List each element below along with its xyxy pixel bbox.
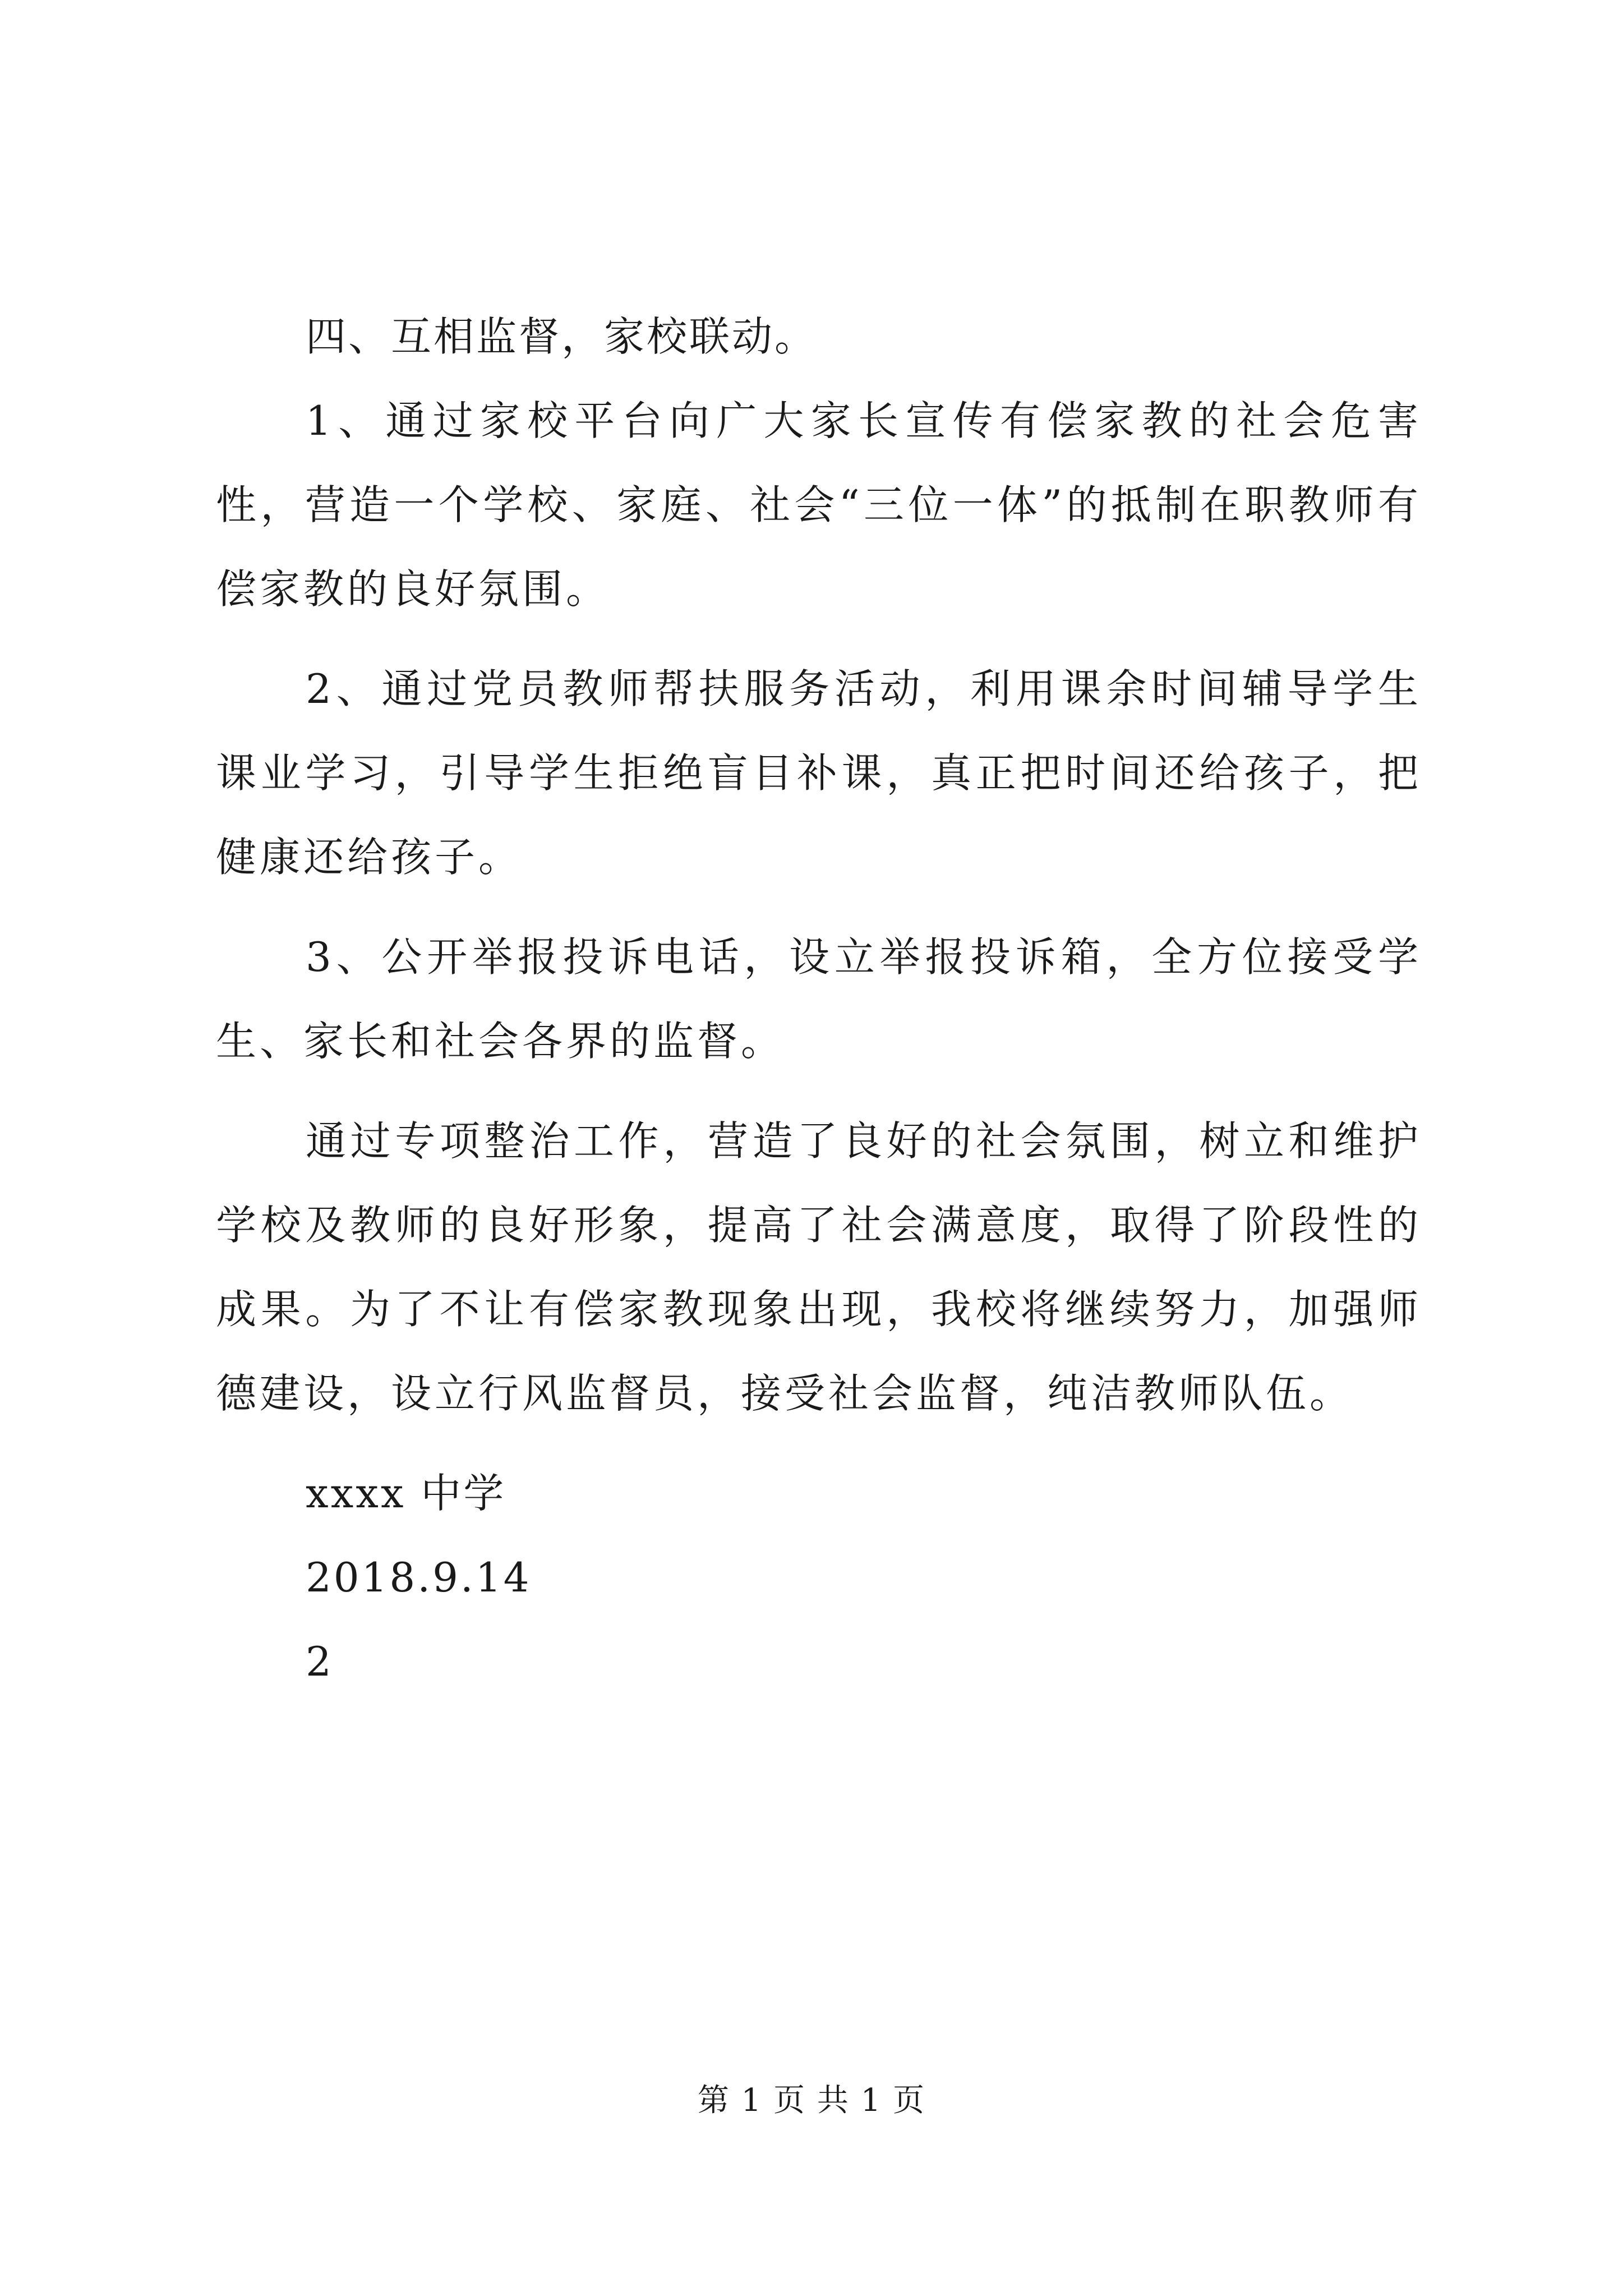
- signature: xxxx 中学: [306, 1470, 506, 1517]
- page-footer: 第 1 页 共 1 页: [697, 2082, 926, 2119]
- date: 2018.9.14: [306, 1554, 532, 1601]
- page-mark: 2: [306, 1638, 334, 1685]
- paragraph-1: 1、通过家校平台向广大家长宣传有偿家教的社会危害性，营造一个学校、家庭、社会“三位一体”的抵制在职教师有偿家教的良好氛围。: [216, 397, 1422, 613]
- paragraph-3: 3、公开举报投诉电话，设立举报投诉箱，全方位接受学生、家长和社会各界的监督。: [216, 933, 1422, 1065]
- section-heading: 四、互相监督，家校联动。: [306, 313, 818, 360]
- paragraph-conclusion: 通过专项整治工作，营造了良好的社会氛围，树立和维护学校及教师的良好形象，提高了社会满意度，取得了阶段性的成果。为了不让有偿家教现象出现，我校将继续努力，加强师德建设，设立行风监督员，接受社会监督，纯洁教师队伍。: [216, 1117, 1422, 1417]
- document-body: [216, 295, 1422, 1704]
- paragraph-2: 2、通过党员教师帮扶服务活动，利用课余时间辅导学生课业学习，引导学生拒绝盲目补课，真正把时间还给孩子，把健康还给孩子。: [216, 665, 1422, 881]
